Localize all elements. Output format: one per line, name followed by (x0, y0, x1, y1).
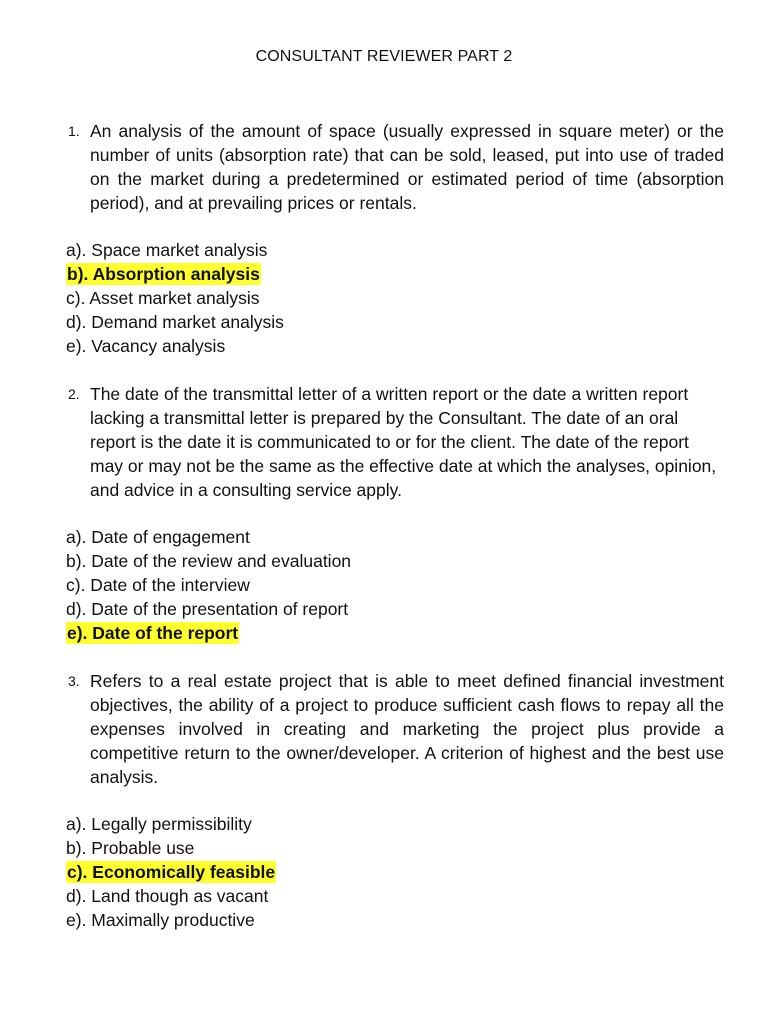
page-title: CONSULTANT REVIEWER PART 2 (255, 48, 513, 65)
question-text: Refers to a real estate project that is able to meet defined financial investment objectives, the ability of a project to produce sufficient cash flows to repay all the expenses involved in creating and marketing the project plus provide a competitive return to the owner/developer. A criterion of highest and the best use analysis. (90, 671, 724, 787)
option-c-answer: c). Economically feasible (67, 862, 276, 882)
option-b: b). Probable use (66, 838, 195, 858)
option-e-answer: e). Date of the report (67, 623, 239, 643)
question-text: The date of the transmittal letter of a written report or the date a written report lacking a transmittal letter is prepared by the Consultant. The date of an oral report is the date it is communicated to or for the client. The date of the report may or may not be the same as the effective date at which the analyses, opinion, and advice in a consulting service apply. (90, 384, 717, 500)
option-b: b). Date of the review and evaluation (66, 551, 352, 571)
question-3-options (66, 812, 276, 932)
option-e: e). Maximally productive (66, 910, 255, 930)
option-a: a). Legally permissibility (66, 814, 252, 834)
option-d: d). Date of the presentation of report (66, 599, 349, 619)
question-2-options (66, 525, 351, 645)
option-d: d). Land though as vacant (66, 886, 269, 906)
option-a: a). Space market analysis (66, 240, 268, 260)
question-number: 1. (68, 123, 80, 139)
option-c: c). Asset market analysis (66, 288, 260, 308)
question-text: An analysis of the amount of space (usually expressed in square meter) or the number of units (absorption rate) that can be sold, leased, put into use of traded on the market during a predetermined or estimated period of time (absorption period), and at prevailing prices or rentals. (90, 121, 724, 213)
question-1-options (66, 238, 284, 358)
question-number: 2. (68, 386, 80, 402)
option-d: d). Demand market analysis (66, 312, 284, 332)
option-c: c). Date of the interview (66, 575, 250, 595)
option-a: a). Date of engagement (66, 527, 250, 547)
question-number: 3. (68, 673, 80, 689)
option-b-answer: b). Absorption analysis (67, 264, 260, 284)
option-e: e). Vacancy analysis (66, 336, 226, 356)
